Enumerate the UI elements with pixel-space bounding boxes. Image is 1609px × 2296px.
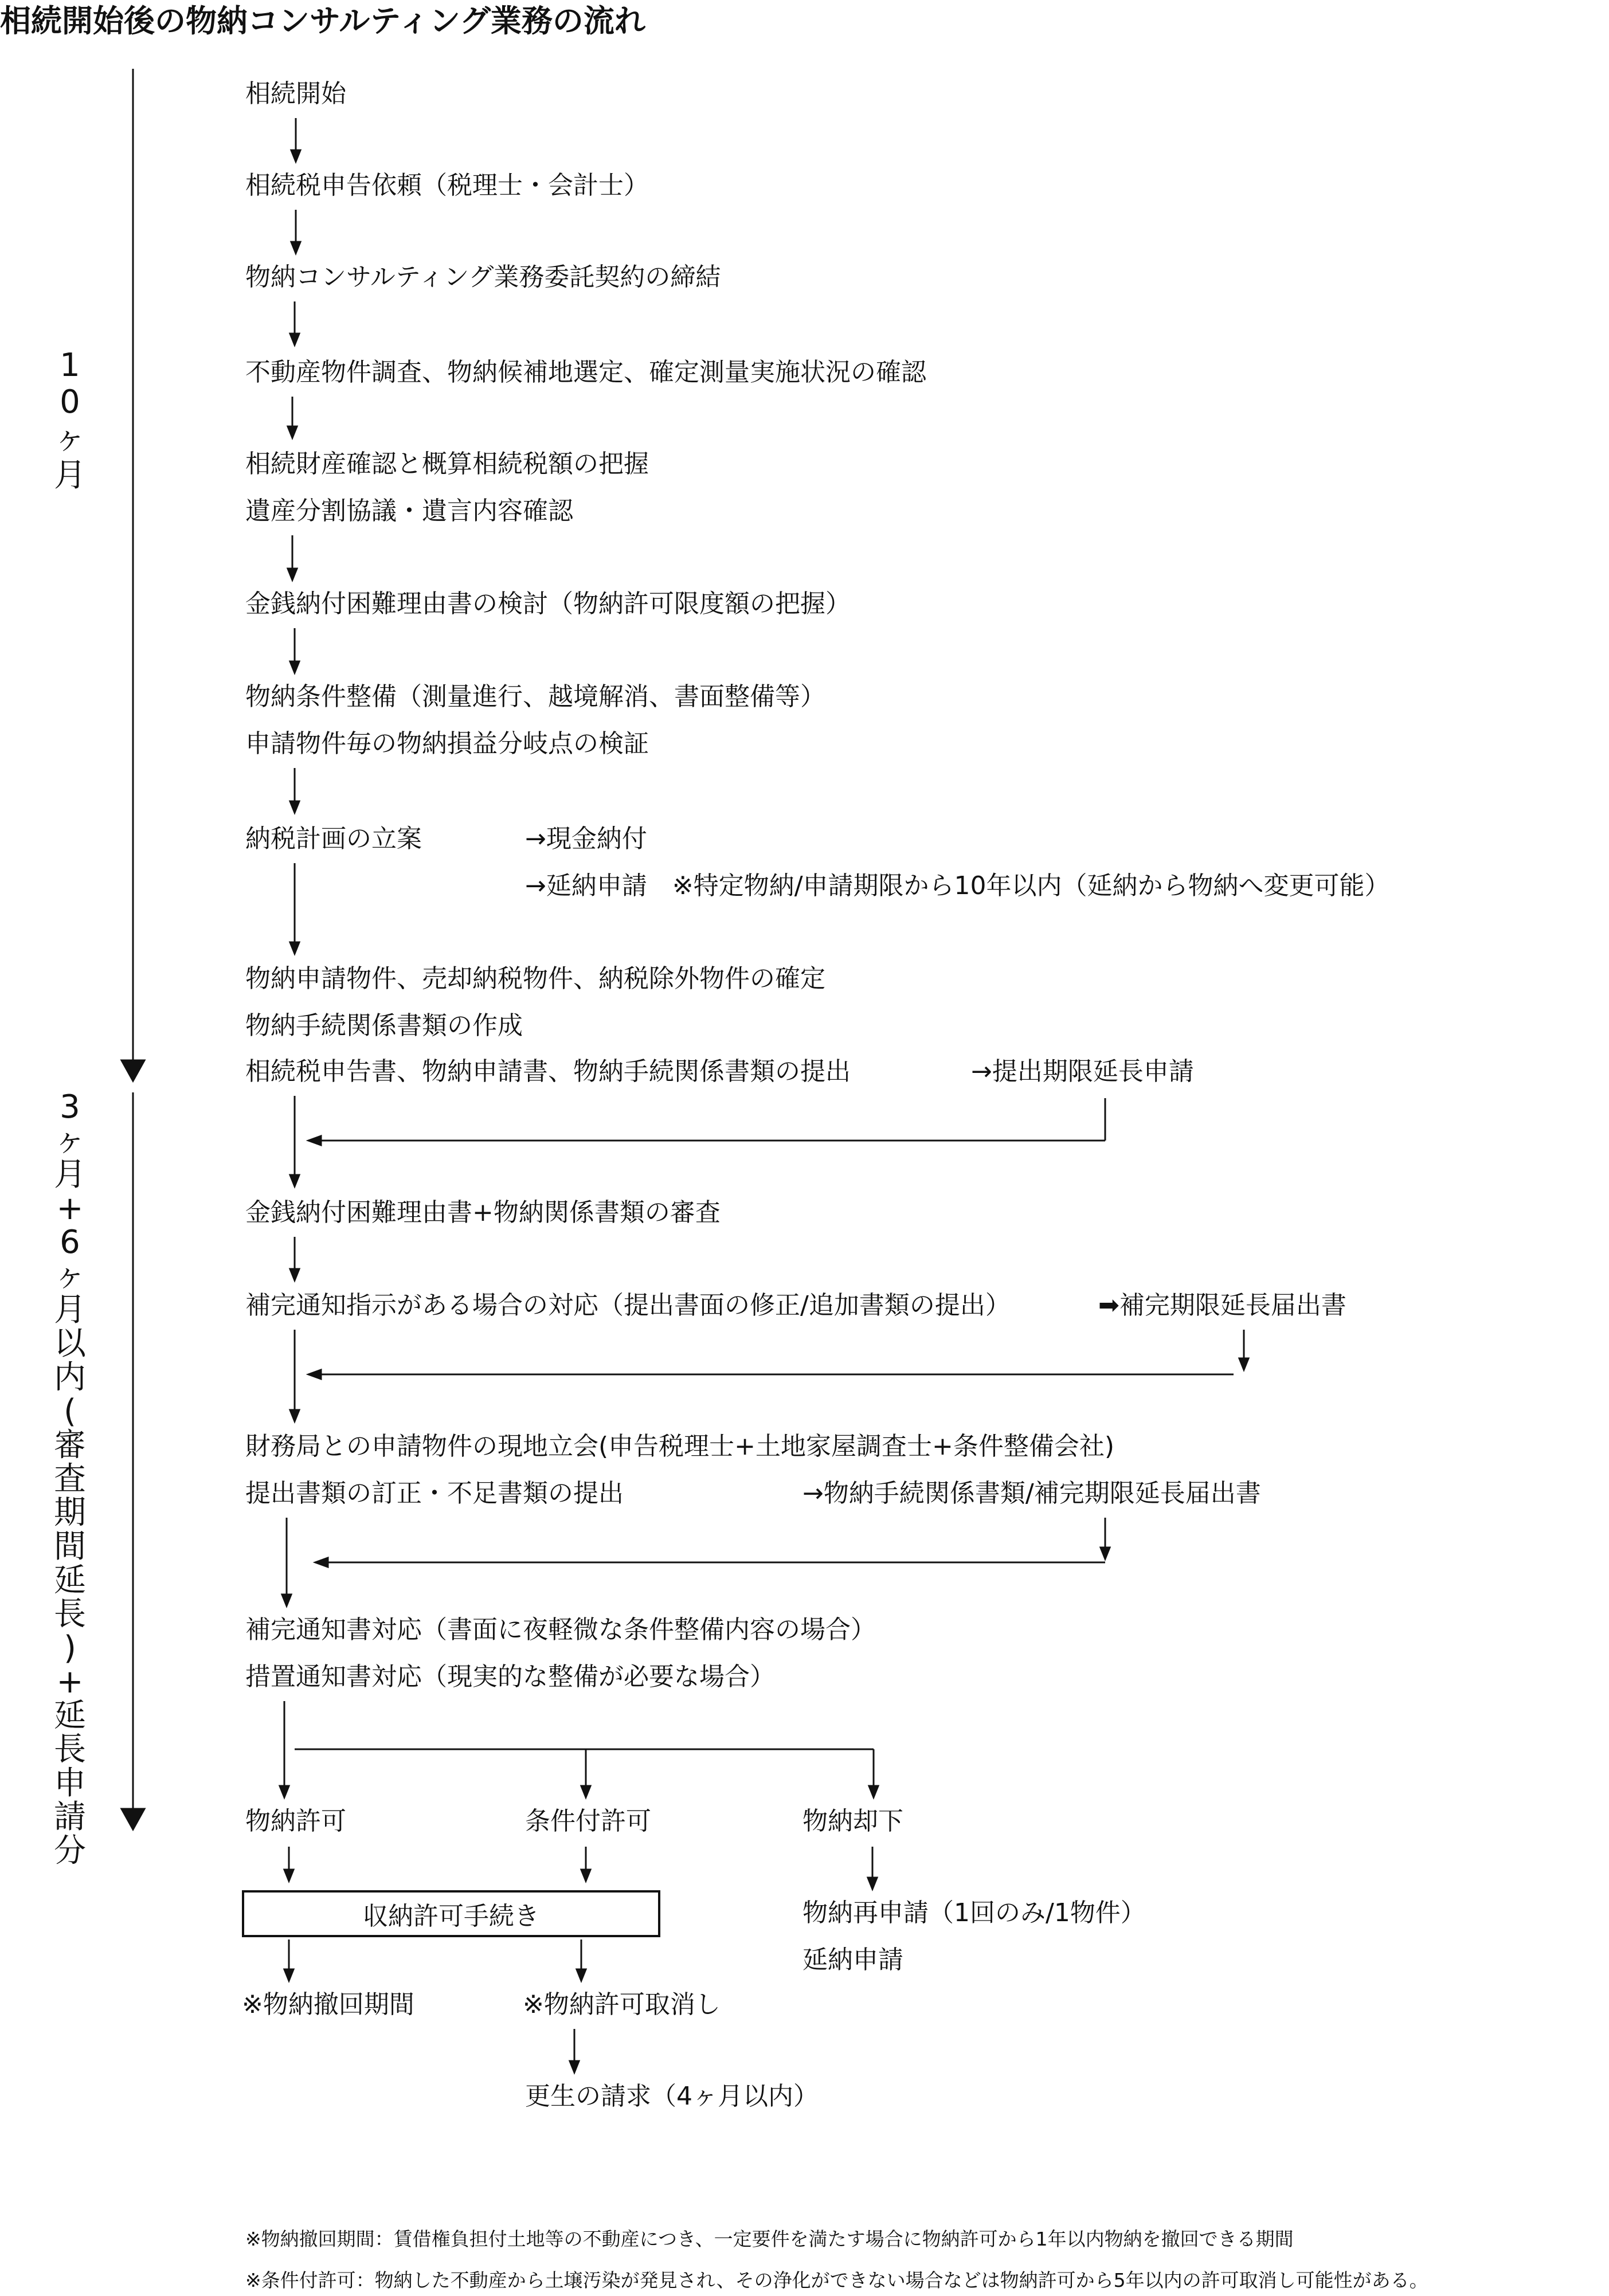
- step-payment-difficulty-review: 金銭納付困難理由書の検討（物納許可限度額の把握）: [245, 589, 851, 618]
- period-label-char: 内: [54, 1359, 86, 1396]
- side-deadline-extension: →提出期限延長申請: [971, 1057, 1194, 1086]
- step-site-inspection: 財務局との申請物件の現地立会(申告税理士+土地家屋調査士+条件整備会社): [245, 1432, 1115, 1461]
- step-document-review: 金銭納付困難理由書+物納関係書類の審査: [245, 1198, 721, 1227]
- result-withdrawal-period: ※物納撤回期間: [242, 1990, 414, 2019]
- step-property-determination: 物納申請物件、売却納税物件、納税除外物件の確定: [245, 964, 825, 993]
- period-label-char: 申: [54, 1765, 86, 1802]
- step-deferred-application: 延納申請: [802, 1945, 903, 1974]
- step-measure-response: 措置通知書対応（現実的な整備が必要な場合）: [245, 1662, 775, 1691]
- period-label-char: 月: [54, 457, 86, 494]
- period-label-char: 1: [60, 347, 80, 384]
- step-property-survey: 不動産物件調査、物納候補地選定、確定測量実施状況の確認: [245, 358, 926, 387]
- period-label-char: +: [56, 1663, 84, 1701]
- period-label-char: 月: [54, 1156, 86, 1193]
- period-label-char: 間: [54, 1528, 86, 1565]
- period-label-char: 延: [54, 1562, 86, 1599]
- acceptance-procedure-box: 収納許可手続き: [242, 1890, 660, 1937]
- step-estate-confirmation: 相続財産確認と概算相続税額の把握: [245, 449, 649, 479]
- footnote-conditional-approval: ※条件付許可：物納した不動産から土壌汚染が発見され、その浄化ができない場合などは物納許可から5年以内の許可取消し可能性がある。: [245, 2269, 1428, 2291]
- period-label-char: +: [56, 1190, 84, 1227]
- period-label-char: ヶ: [54, 1122, 86, 1159]
- branch-conditional-approval: 条件付許可: [525, 1807, 651, 1836]
- branch-rejection: 物納却下: [802, 1807, 903, 1836]
- period-label-char: 期: [54, 1494, 86, 1531]
- step-document-correction: 提出書類の訂正・不足書類の提出: [245, 1479, 624, 1508]
- period-label-char: 査: [54, 1460, 86, 1498]
- branch-approval: 物納許可: [245, 1807, 346, 1836]
- page-title: 相続開始後の物納コンサルティング業務の流れ: [0, 3, 645, 39]
- period-label-char: 以: [54, 1325, 86, 1362]
- period-label-char: 6: [60, 1224, 80, 1261]
- period-label-char: (: [64, 1393, 76, 1430]
- step-condition-preparation: 物納条件整備（測量進行、越境解消、書面整備等）: [245, 682, 825, 711]
- result-correction-claim: 更生の請求（4ヶ月以内）: [525, 2082, 819, 2111]
- period-label-char: 審: [54, 1427, 86, 1464]
- period-label-char: 月: [54, 1291, 86, 1329]
- period-label-char: ): [64, 1629, 76, 1667]
- side-documents-extension: →物納手続関係書類/補完期限延長届出書: [802, 1479, 1261, 1508]
- side-supplement-extension: ➡補完期限延長届出書: [1098, 1291, 1346, 1320]
- period-label-char: ヶ: [54, 1257, 86, 1295]
- period-label-char: 長: [54, 1731, 86, 1768]
- period-label-char: 請: [54, 1799, 86, 1836]
- step-break-even-verification: 申請物件毎の物納損益分岐点の検証: [245, 729, 649, 758]
- step-document-submission: 相続税申告書、物納申請書、物納手続関係書類の提出: [245, 1057, 851, 1086]
- step-estate-division: 遺産分割協議・遺言内容確認: [245, 496, 573, 526]
- step-inheritance-start: 相続開始: [245, 79, 346, 108]
- footnote-withdrawal-period: ※物納撤回期間：賃借権負担付土地等の不動産につき、一定要件を満たす場合に物納許可から1年以内物納を撤回できる期間: [245, 2228, 1294, 2250]
- step-reapplication: 物納再申請（1回のみ/1物件）: [802, 1898, 1146, 1927]
- period-label-char: ヶ: [54, 420, 86, 457]
- period-label-char: 延: [54, 1697, 86, 1734]
- result-approval-cancellation: ※物納許可取消し: [523, 1990, 721, 2019]
- period-label-char: 3: [60, 1088, 80, 1126]
- step-tax-return-request: 相続税申告依頼（税理士・会計士）: [245, 171, 649, 200]
- option-deferred-payment: →延納申請 ※特定物納/申請期限から10年以内（延納から物納へ変更可能）: [525, 871, 1390, 900]
- period-label-char: 長: [54, 1596, 86, 1633]
- period-label-char: 0: [60, 383, 80, 421]
- step-consulting-contract: 物納コンサルティング業務委託契約の締結: [245, 262, 721, 292]
- step-supplement-notice: 補完通知指示がある場合の対応（提出書面の修正/追加書類の提出）: [245, 1291, 1011, 1320]
- step-tax-plan: 納税計画の立案: [245, 824, 422, 853]
- step-document-creation: 物納手続関係書類の作成: [245, 1011, 523, 1040]
- option-cash-payment: →現金納付: [525, 824, 647, 853]
- step-supplement-response: 補完通知書対応（書面に夜軽微な条件整備内容の場合）: [245, 1615, 876, 1644]
- period-label-char: 分: [54, 1832, 86, 1870]
